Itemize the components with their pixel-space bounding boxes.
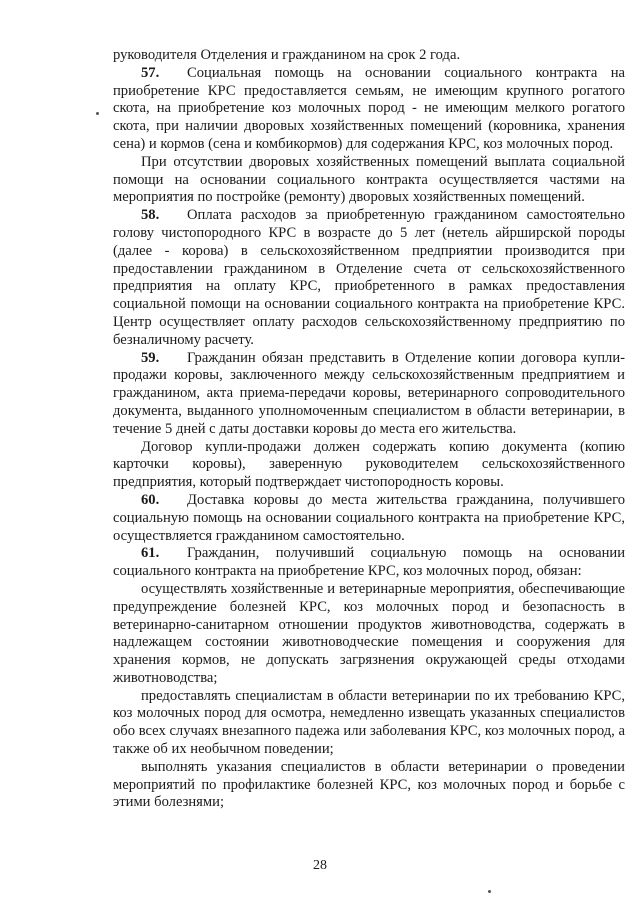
obligation-item-3: выполнять указания специалистов в области ветеринарии о проведении мероприятий по профилактике болезней КРС, коз молочных пород и борьбе с этими болезнями; (113, 758, 625, 811)
clause-number: 61. (141, 545, 160, 562)
clause-number: 60. (141, 491, 160, 508)
paragraph-59-note: Договор купли-продажи должен содержать копию документа (копию карточки коровы), заверенную руководителем сельскохозяйственного предприятия, который подтверждает чистопородность коровы. (113, 438, 625, 491)
paragraph-57: 57. Социальная помощь на основании социального контракта на приобретение КРС предоставляется семьям, не имеющим крупного рогатого скота, на приобретение коз молочных пород - не имеющим мелкого рогатого скота, при наличии дворовых хозяйственных помещений (коровника, хранения сена) и кормов (сена и комбикормов) для содержания КРС, коз молочных пород. (113, 64, 625, 152)
paragraph-57-note: При отсутствии дворовых хозяйственных помещений выплата социальной помощи на основании социального контракта осуществляется частями на мероприятия по постройке (ремонту) дворовых хозяйственных помещений. (113, 153, 625, 206)
paragraph-58: 58. Оплата расходов за приобретенную гражданином самостоятельно голову чистопородного КРС в возрасте до 5 лет (нетель айрширской породы (далее - корова) в сельскохозяйственном предприятии производится при предоставлении гражданином в Отделение счета от сельскохозяйственного предприятия на оплату КРС, приобретенного в рамках предоставления социальной помощи на основании социального контракта на приобретение КРС. Центр осуществляет оплату расходов сельскохозяйственному предприятию по безналичному расчету. (113, 207, 625, 348)
paragraph-59: 59. Гражданин обязан представить в Отделение копии договора купли-продажи коровы, заключенного между сельскохозяйственным предприятием и гражданином, акта приема-передачи коровы, ветеринарного сопроводительного документа, выданного уполномоченным специалистом в области ветеринарии, в течение 5 дней с даты доставки коровы до места его жительства. (113, 349, 625, 437)
paragraph-61: 61. Гражданин, получивший социальную помощь на основании социального контракта на приобретение КРС, коз молочных пород, обязан: (113, 545, 625, 580)
scan-speck (96, 112, 99, 115)
clause-number: 58. (141, 207, 160, 224)
obligation-item-1: осуществлять хозяйственные и ветеринарные мероприятия, обеспечивающие предупреждение болезней КРС, коз молочных пород и безопасность в ветеринарно-санитарном отношении продуктов животноводства, содержать в надлежащем состоянии животноводческие помещения и сооружения для хранения кормов, не допускать загрязнения окружающей среды отходами животноводства; (113, 580, 625, 686)
paragraph-continuation: руководителя Отделения и гражданином на срок 2 года. (113, 47, 461, 63)
scan-speck (488, 890, 491, 893)
clause-number: 59. (141, 349, 160, 366)
paragraph-60: 60. Доставка коровы до места жительства гражданина, получившего социальную помощь на основании социального контракта на приобретение КРС, осуществляется гражданином самостоятельно. (113, 491, 625, 544)
page-number: 28 (313, 858, 327, 873)
obligation-item-2: предоставлять специалистам в области ветеринарии по их требованию КРС, коз молочных пород для осмотра, немедленно извещать указанных специалистов обо всех случаях внезапного падежа или заболевания КРС, коз молочных пород, а также об их необычном поведении; (113, 687, 625, 758)
clause-number: 57. (141, 64, 160, 81)
document-body (113, 47, 625, 812)
